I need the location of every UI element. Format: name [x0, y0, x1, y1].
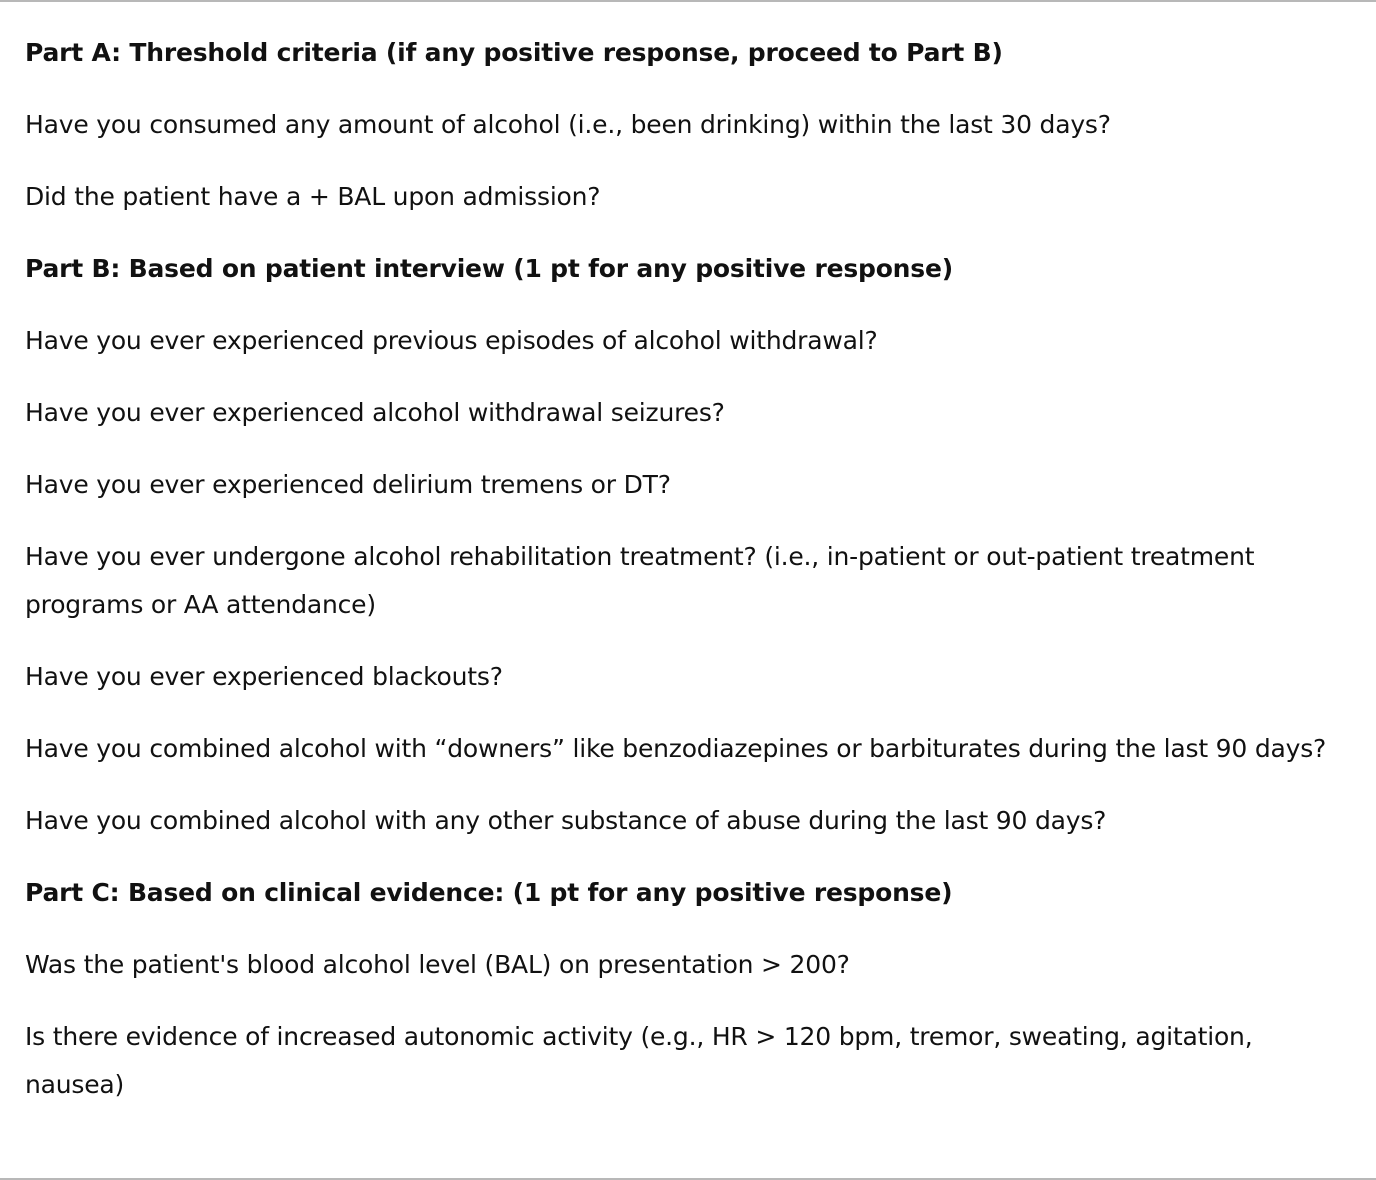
question-bal-over-200: Was the patient's blood alcohol level (BAL) on presentation > 200?: [25, 950, 850, 979]
section-heading-part-c: Part C: Based on clinical evidence: (1 pt for any positive response): [25, 878, 953, 907]
question-other-substance-combination: Have you combined alcohol with any other substance of abuse during the last 90 days?: [25, 806, 1107, 835]
question-blackouts: Have you ever experienced blackouts?: [25, 662, 503, 691]
section-heading-part-b: Part B: Based on patient interview (1 pt for any positive response): [25, 254, 953, 283]
question-alcohol-last-30-days: Have you consumed any amount of alcohol (i.e., been drinking) within the last 30 days?: [25, 110, 1111, 139]
question-withdrawal-seizures: Have you ever experienced alcohol withdrawal seizures?: [25, 398, 725, 427]
question-autonomic-activity: Is there evidence of increased autonomic activity (e.g., HR > 120 bpm, tremor, sweating, agitation, nausea): [25, 1022, 1253, 1099]
question-delirium-tremens: Have you ever experienced delirium tremens or DT?: [25, 470, 671, 499]
question-previous-withdrawal: Have you ever experienced previous episodes of alcohol withdrawal?: [25, 326, 878, 355]
question-downers-combination: Have you combined alcohol with “downers” like benzodiazepines or barbiturates during the last 90 days?: [25, 734, 1327, 763]
question-rehabilitation-treatment: Have you ever undergone alcohol rehabilitation treatment? (i.e., in-patient or out-patient treatment programs or AA attendance): [25, 542, 1255, 619]
section-heading-part-a: Part A: Threshold criteria (if any positive response, proceed to Part B): [25, 38, 1003, 67]
question-positive-bal-admission: Did the patient have a + BAL upon admission?: [25, 182, 601, 211]
